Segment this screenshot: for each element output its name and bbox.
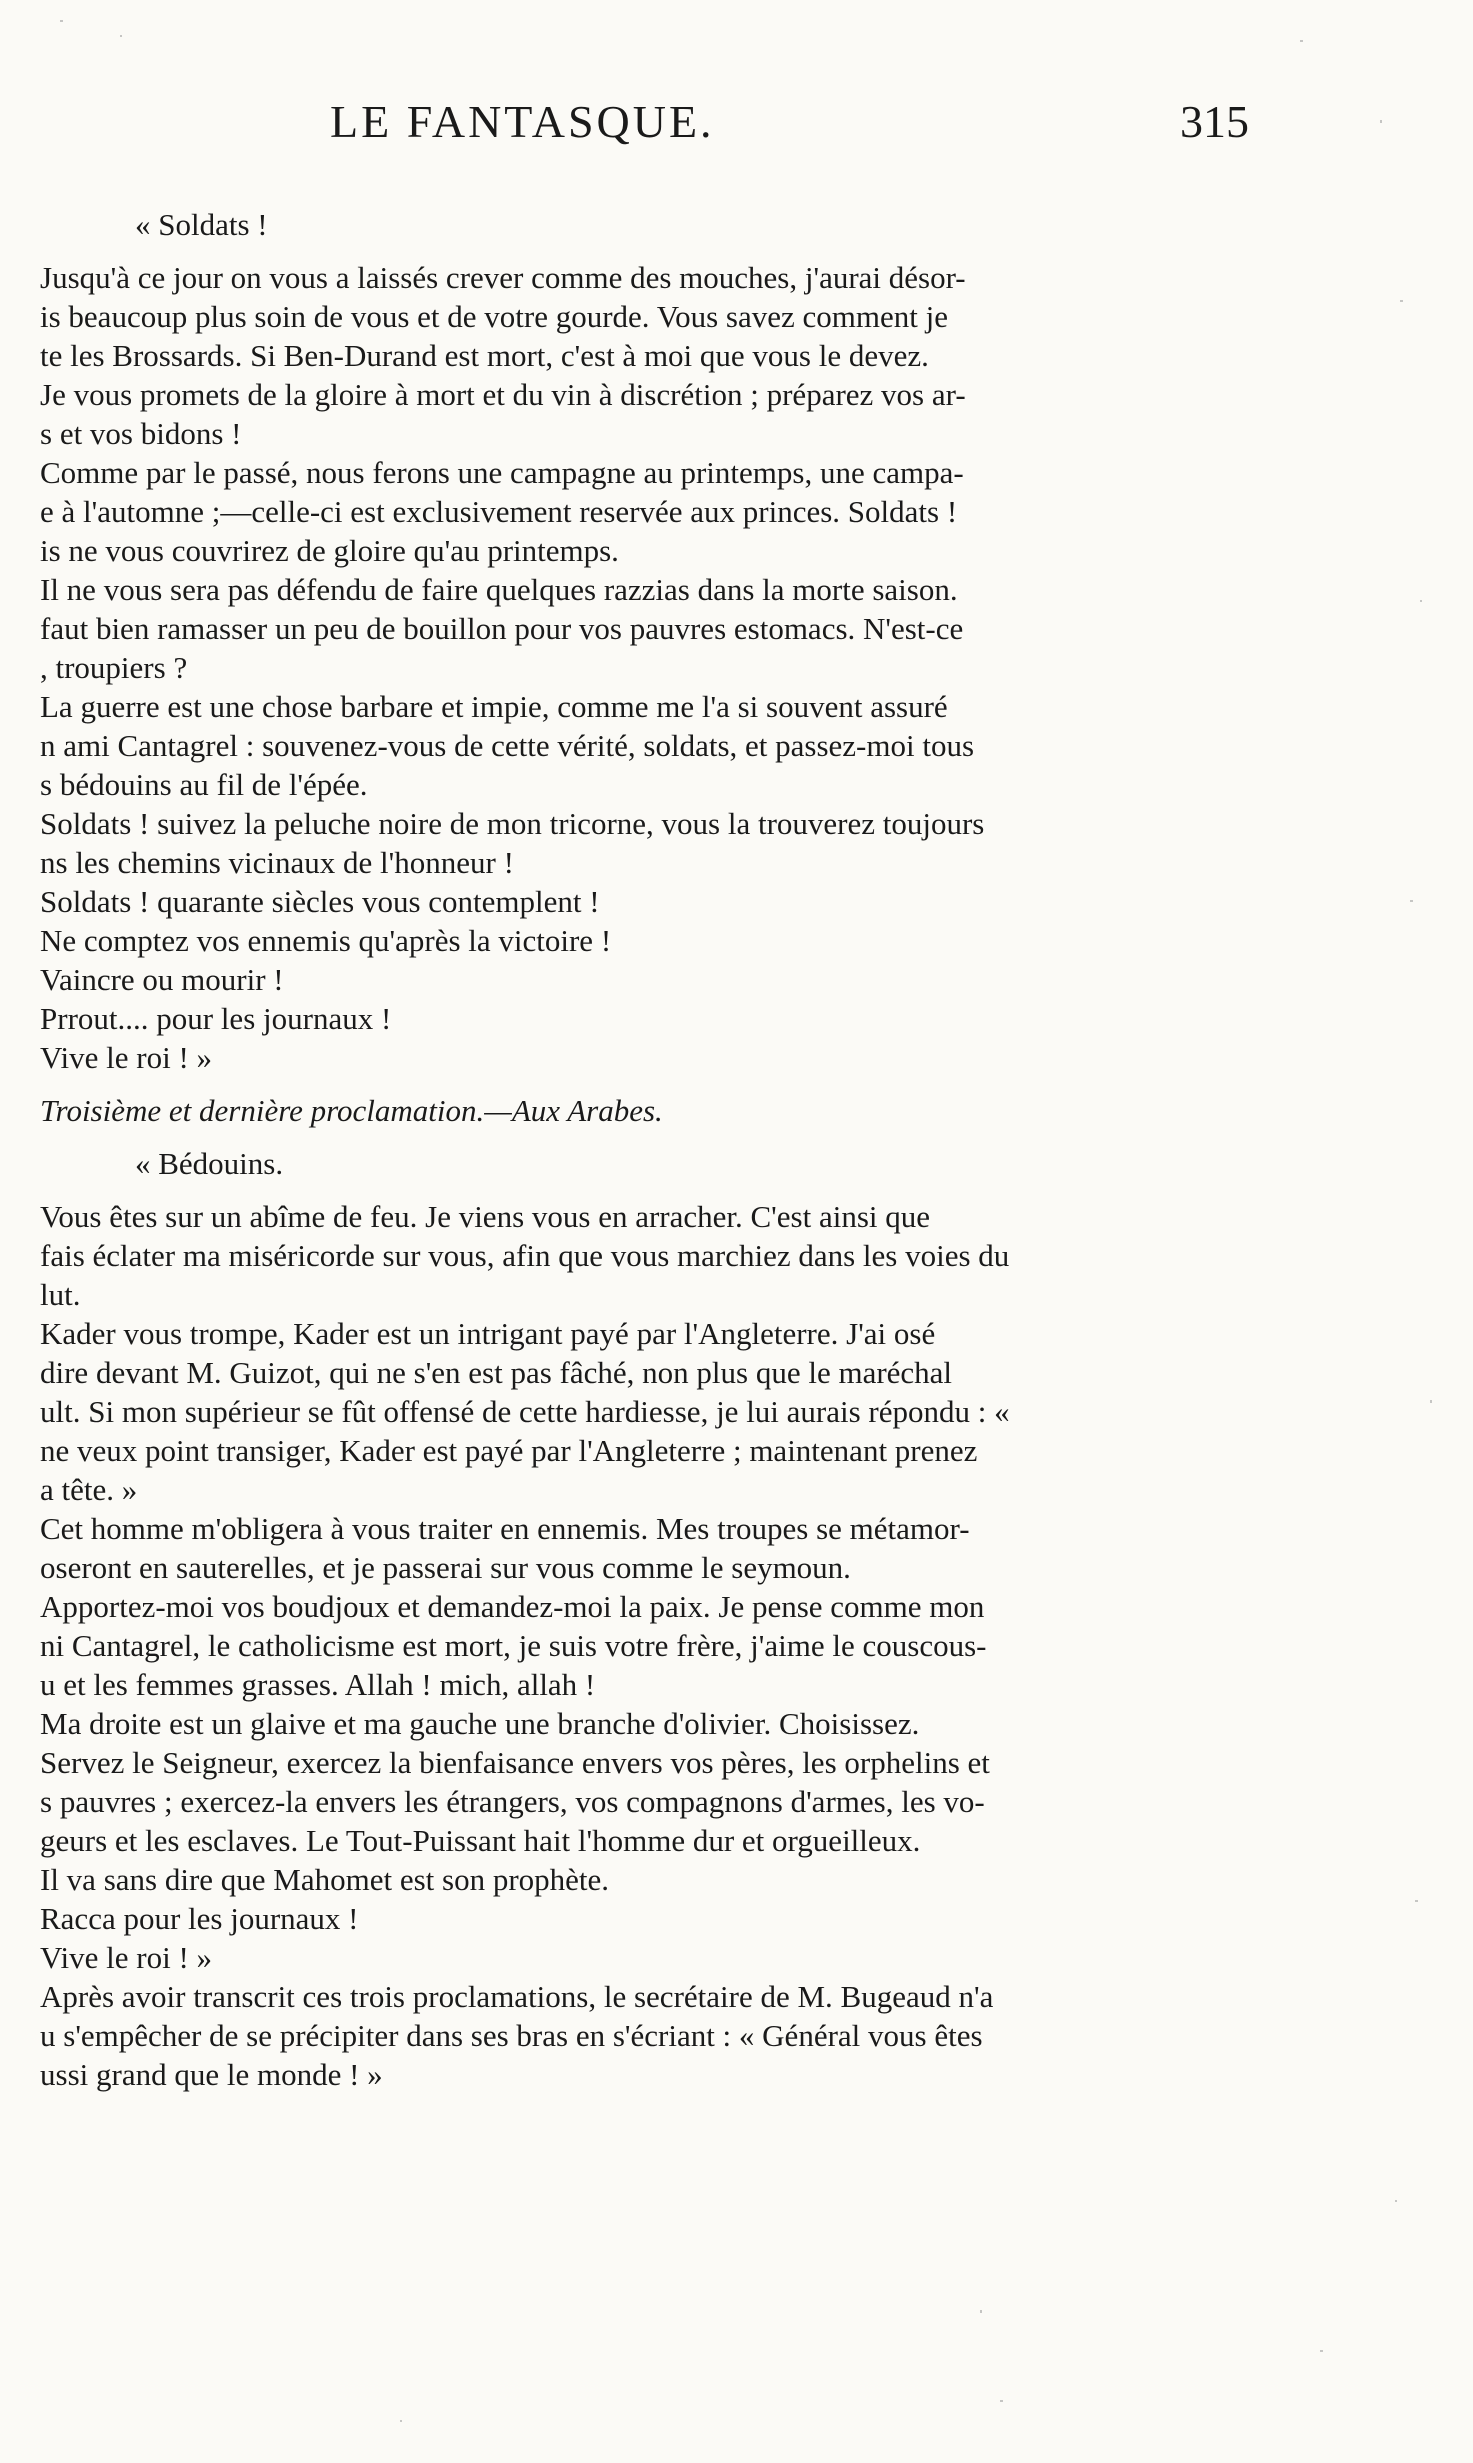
text-line: a tête. » <box>40 1472 138 1507</box>
text-line: Racca pour les journaux ! <box>40 1901 359 1936</box>
text-line: lut. <box>40 1277 81 1312</box>
text-line: Ne comptez vos ennemis qu'après la victoire ! <box>40 923 612 958</box>
text-line: ns les chemins vicinaux de l'honneur ! <box>40 845 514 880</box>
text-line: Vive le roi ! » <box>40 1940 213 1975</box>
text-line: Après avoir transcrit ces trois proclamations, le secrétaire de M. Bugeaud n'a <box>40 1979 994 2014</box>
text-line: s et vos bidons ! <box>40 416 242 451</box>
text-line: Je vous promets de la gloire à mort et du vin à discrétion ; préparez vos ar- <box>40 377 966 412</box>
text-line: Soldats ! quarante siècles vous contemplent ! <box>40 884 600 919</box>
text-line: Jusqu'à ce jour on vous a laissés crever comme des mouches, j'aurai désor- <box>40 260 966 295</box>
text-line: Vaincre ou mourir ! <box>40 962 284 997</box>
text-line: is beaucoup plus soin de vous et de votre gourde. Vous savez comment je <box>40 299 949 334</box>
text-line: Servez le Seigneur, exercez la bienfaisance envers vos pères, les orphelins et <box>40 1745 990 1780</box>
text-line: u et les femmes grasses. Allah ! mich, allah ! <box>40 1667 596 1702</box>
section-heading: Troisième et dernière proclamation.—Aux Arabes. <box>40 1093 663 1128</box>
text-line: ne veux point transiger, Kader est payé par l'Angleterre ; maintenant prenez <box>40 1433 978 1468</box>
text-line: Vive le roi ! » <box>40 1040 213 1075</box>
text-line: Prrout.... pour les journaux ! <box>40 1001 392 1036</box>
text-line: faut bien ramasser un peu de bouillon pour vos pauvres estomacs. N'est-ce <box>40 611 964 646</box>
journal-title: LE FANTASQUE. <box>330 96 715 147</box>
text-line: Il va sans dire que Mahomet est son prophète. <box>40 1862 610 1897</box>
text-line: is ne vous couvrirez de gloire qu'au printemps. <box>40 533 619 568</box>
text-line: Cet homme m'obligera à vous traiter en ennemis. Mes troupes se métamor- <box>40 1511 970 1546</box>
text-line: u s'empêcher de se précipiter dans ses bras en s'écriant : « Général vous êtes <box>40 2018 983 2053</box>
text-line: n ami Cantagrel : souvenez-vous de cette vérité, soldats, et passez-moi tous <box>40 728 975 763</box>
text-line: ult. Si mon supérieur se fût offensé de cette hardiesse, je lui aurais répondu : « <box>40 1394 1010 1429</box>
text-line: s pauvres ; exercez-la envers les étrangers, vos compagnons d'armes, les vo- <box>40 1784 985 1819</box>
text-line: Soldats ! suivez la peluche noire de mon tricorne, vous la trouverez toujours <box>40 806 985 841</box>
text-line: , troupiers ? <box>40 650 188 685</box>
text-line: Ma droite est un glaive et ma gauche une branche d'olivier. Choisissez. <box>40 1706 920 1741</box>
text-line: dire devant M. Guizot, qui ne s'en est pas fâché, non plus que le maréchal <box>40 1355 953 1390</box>
salutation-soldats: « Soldats ! <box>135 207 268 242</box>
body-text <box>40 205 1290 2094</box>
text-line: fais éclater ma miséricorde sur vous, afin que vous marchiez dans les voies du <box>40 1238 1010 1273</box>
page-number: 315 <box>1180 96 1249 147</box>
text-line: Apportez-moi vos boudjoux et demandez-moi la paix. Je pense comme mon <box>40 1589 985 1624</box>
text-line: ni Cantagrel, le catholicisme est mort, je suis votre frère, j'aime le couscous- <box>40 1628 987 1663</box>
text-line: geurs et les esclaves. Le Tout-Puissant hait l'homme dur et orgueilleux. <box>40 1823 921 1858</box>
text-line: Comme par le passé, nous ferons une campagne au printemps, une campa- <box>40 455 964 490</box>
text-line: Il ne vous sera pas défendu de faire quelques razzias dans la morte saison. <box>40 572 958 607</box>
text-line: e à l'automne ;—celle-ci est exclusivement reservée aux princes. Soldats ! <box>40 494 958 529</box>
text-line: te les Brossards. Si Ben-Durand est mort, c'est à moi que vous le devez. <box>40 338 929 373</box>
text-line: ussi grand que le monde ! » <box>40 2057 383 2092</box>
text-line: Vous êtes sur un abîme de feu. Je viens vous en arracher. C'est ainsi que <box>40 1199 931 1234</box>
running-head <box>0 95 1473 165</box>
text-line: s bédouins au fil de l'épée. <box>40 767 368 802</box>
text-line: Kader vous trompe, Kader est un intrigant payé par l'Angleterre. J'ai osé <box>40 1316 936 1351</box>
text-line: La guerre est une chose barbare et impie, comme me l'a si souvent assuré <box>40 689 948 724</box>
text-line: oseront en sauterelles, et je passerai sur vous comme le seymoun. <box>40 1550 851 1585</box>
salutation-bedouins: « Bédouins. <box>135 1146 284 1181</box>
